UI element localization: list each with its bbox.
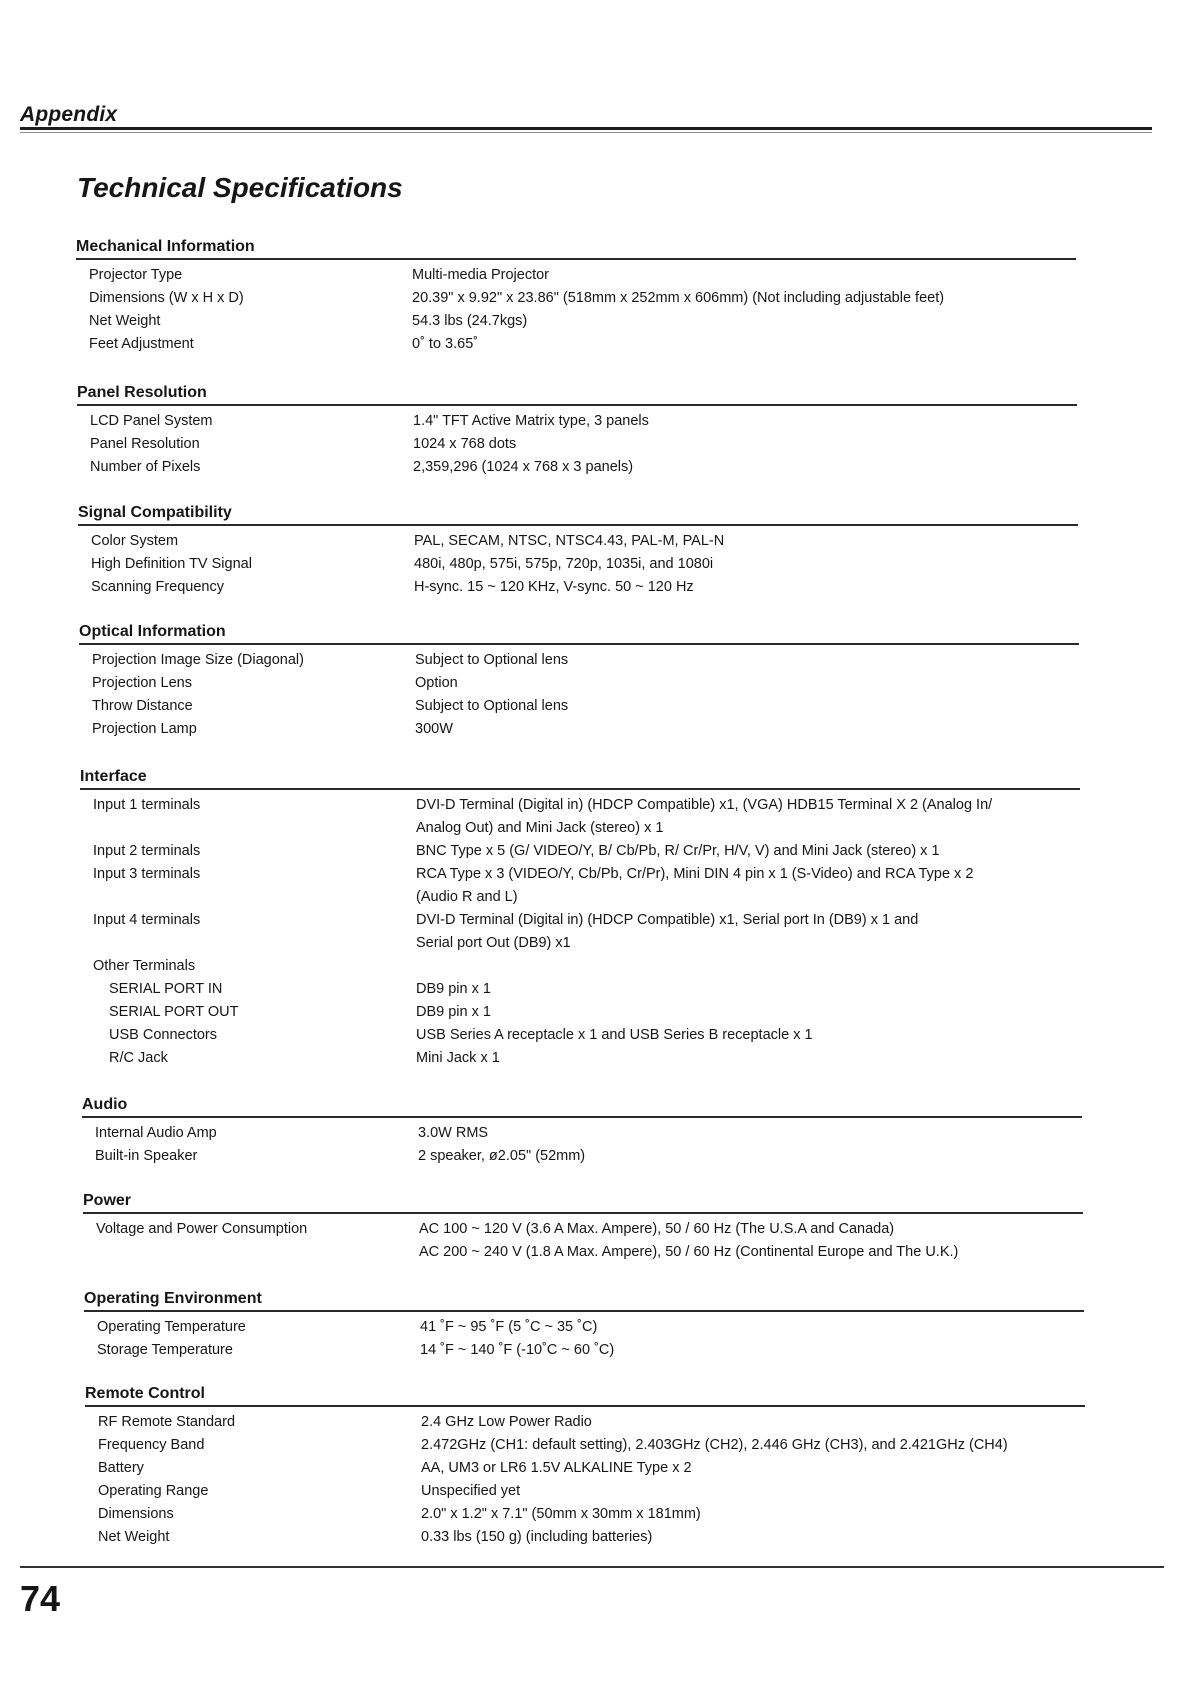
spec-row — [79, 695, 1079, 718]
section-panel-resolution — [77, 382, 1077, 479]
spec-row — [80, 1024, 1080, 1047]
spec-label: USB Connectors — [109, 1027, 217, 1043]
spec-value: DB9 pin x 1 — [416, 1004, 491, 1020]
spec-value: Option — [415, 675, 458, 691]
spec-value: 1024 x 768 dots — [413, 436, 517, 452]
spec-value — [416, 955, 1080, 978]
section-heading: Panel Resolution — [77, 384, 207, 401]
section-heading: Optical Information — [79, 623, 226, 640]
spec-row — [85, 1480, 1085, 1503]
spec-label: Projection Lens — [92, 675, 192, 691]
spec-label: Dimensions (W x H x D) — [89, 290, 244, 306]
appendix-header: Appendix — [20, 103, 118, 126]
section-rule — [82, 1116, 1082, 1118]
spec-value: 3.0W RMS — [418, 1125, 489, 1141]
spec-value: 2.4 GHz Low Power Radio — [421, 1414, 592, 1430]
spec-value: AA, UM3 or LR6 1.5V ALKALINE Type x 2 — [421, 1460, 692, 1476]
spec-row — [76, 310, 1076, 333]
spec-value: DVI-D Terminal (Digital in) (HDCP Compatible) x1, Serial port In (DB9) x 1 and Serial port Out (DB9) x1 — [416, 912, 919, 951]
section-heading: Audio — [82, 1096, 128, 1113]
spec-row — [80, 794, 1080, 840]
spec-value: Subject to Optional lens — [415, 652, 569, 668]
section-heading: Interface — [80, 768, 147, 785]
spec-value: 2 speaker, ø2.05" (52mm) — [418, 1148, 586, 1164]
spec-row — [78, 553, 1078, 576]
spec-row — [80, 1001, 1080, 1024]
spec-row — [79, 649, 1079, 672]
section-rule — [84, 1310, 1084, 1312]
spec-row — [85, 1411, 1085, 1434]
spec-label: High Definition TV Signal — [91, 556, 252, 572]
spec-row — [77, 456, 1077, 479]
spec-value: USB Series A receptacle x 1 and USB Series B receptacle x 1 — [416, 1027, 813, 1043]
spec-label: SERIAL PORT OUT — [109, 1004, 239, 1020]
spec-row — [77, 433, 1077, 456]
spec-row — [84, 1316, 1084, 1339]
spec-value: 1.4" TFT Active Matrix type, 3 panels — [413, 413, 649, 429]
spec-label: LCD Panel System — [90, 413, 213, 429]
section-rule — [85, 1405, 1085, 1407]
spec-label: Net Weight — [89, 313, 161, 329]
spec-value: 14 ˚F ~ 140 ˚F (-10˚C ~ 60 ˚C) — [420, 1342, 615, 1358]
spec-row — [85, 1503, 1085, 1526]
spec-value: Multi-media Projector — [412, 267, 549, 283]
spec-value: 0.33 lbs (150 g) (including batteries) — [421, 1529, 653, 1545]
spec-label: Internal Audio Amp — [95, 1125, 217, 1141]
page-number: 74 — [20, 1578, 61, 1619]
header-rule — [20, 127, 1152, 130]
section-heading: Operating Environment — [84, 1290, 262, 1307]
spec-row — [78, 576, 1078, 599]
section-signal-compatibility — [78, 502, 1078, 599]
spec-row — [85, 1457, 1085, 1480]
section-heading: Power — [83, 1192, 132, 1209]
spec-label: Operating Temperature — [97, 1319, 246, 1335]
spec-value: PAL, SECAM, NTSC, NTSC4.43, PAL-M, PAL-N — [414, 533, 725, 549]
spec-label: Battery — [98, 1460, 144, 1476]
section-rule — [79, 643, 1079, 645]
spec-value: 2.0" x 1.2" x 7.1" (50mm x 30mm x 181mm) — [421, 1506, 701, 1522]
spec-label: Built-in Speaker — [95, 1148, 198, 1164]
spec-label: Storage Temperature — [97, 1342, 233, 1358]
spec-row — [82, 1122, 1082, 1145]
spec-value: Unspecified yet — [421, 1483, 521, 1499]
spec-value: 20.39" x 9.92" x 23.86" (518mm x 252mm x 606mm) (Not including adjustable feet) — [412, 290, 945, 306]
section-remote-control — [85, 1383, 1085, 1549]
spec-value: 41 ˚F ~ 95 ˚F (5 ˚C ~ 35 ˚C) — [420, 1319, 598, 1335]
spec-label: Scanning Frequency — [91, 579, 224, 595]
section-interface — [80, 766, 1080, 1070]
spec-label: Frequency Band — [98, 1437, 205, 1453]
spec-value: 2,359,296 (1024 x 768 x 3 panels) — [413, 459, 634, 475]
spec-row — [80, 863, 1080, 909]
section-audio — [82, 1094, 1082, 1168]
spec-row — [79, 672, 1079, 695]
section-rule — [77, 404, 1077, 406]
spec-value: 480i, 480p, 575i, 575p, 720p, 1035i, and 1080i — [414, 556, 714, 572]
spec-value: 54.3 lbs (24.7kgs) — [412, 313, 528, 329]
spec-value: DVI-D Terminal (Digital in) (HDCP Compatible) x1, (VGA) HDB15 Terminal X 2 (Analog In/ Analog Out) and Mini Jack (stereo) x 1 — [416, 797, 993, 836]
section-power — [83, 1190, 1083, 1264]
spec-label: RF Remote Standard — [98, 1414, 236, 1430]
spec-value: AC 100 ~ 120 V (3.6 A Max. Ampere), 50 / 60 Hz (The U.S.A and Canada) AC 200 ~ 240 V (1.8 A Max. Ampere), 50 / 60 Hz (Continental Europe and The U.K.) — [419, 1221, 959, 1260]
section-operating-environment — [84, 1288, 1084, 1362]
spec-row — [79, 718, 1079, 741]
spec-label: Operating Range — [98, 1483, 209, 1499]
spec-value: Subject to Optional lens — [415, 698, 569, 714]
spec-row — [82, 1145, 1082, 1168]
spec-row — [78, 530, 1078, 553]
spec-row — [80, 955, 1080, 978]
spec-label: Dimensions — [98, 1506, 174, 1522]
spec-label: Feet Adjustment — [89, 336, 194, 352]
spec-label: Input 1 terminals — [93, 797, 201, 813]
section-rule — [78, 524, 1078, 526]
spec-label: Color System — [91, 533, 179, 549]
spec-value: H-sync. 15 ~ 120 KHz, V-sync. 50 ~ 120 Hz — [414, 579, 694, 595]
section-rule — [76, 258, 1076, 260]
spec-row — [77, 410, 1077, 433]
spec-label: Input 2 terminals — [93, 843, 201, 859]
spec-label: Number of Pixels — [90, 459, 201, 475]
section-rule — [80, 788, 1080, 790]
spec-label: R/C Jack — [109, 1050, 168, 1066]
spec-label: Projection Image Size (Diagonal) — [92, 652, 304, 668]
section-heading: Remote Control — [85, 1385, 205, 1402]
section-rule — [83, 1212, 1083, 1214]
spec-row — [80, 909, 1080, 955]
spec-label: SERIAL PORT IN — [109, 981, 223, 997]
section-optical-information — [79, 621, 1079, 741]
spec-row — [76, 264, 1076, 287]
footer-rule — [20, 1566, 1164, 1568]
section-heading: Mechanical Information — [76, 238, 255, 255]
spec-row — [85, 1526, 1085, 1549]
spec-label: Net Weight — [98, 1529, 170, 1545]
header-rule-thin — [20, 132, 1152, 133]
spec-row — [76, 333, 1076, 356]
spec-row — [80, 840, 1080, 863]
spec-row — [85, 1434, 1085, 1457]
page-title: Technical Specifications — [77, 172, 403, 203]
spec-label: Input 4 terminals — [93, 912, 201, 928]
spec-label: Projection Lamp — [92, 721, 197, 737]
spec-label: Throw Distance — [92, 698, 193, 714]
spec-label: Panel Resolution — [90, 436, 200, 452]
spec-value: 300W — [415, 721, 453, 737]
section-heading: Signal Compatibility — [78, 504, 232, 521]
spec-label: Projector Type — [89, 267, 183, 283]
spec-value: Mini Jack x 1 — [416, 1050, 500, 1066]
spec-value: 0˚ to 3.65˚ — [412, 336, 479, 352]
spec-row — [84, 1339, 1084, 1362]
spec-value: RCA Type x 3 (VIDEO/Y, Cb/Pb, Cr/Pr), Mini DIN 4 pin x 1 (S-Video) and RCA Type x 2 (Audio R and L) — [416, 866, 974, 905]
spec-value: 2.472GHz (CH1: default setting), 2.403GHz (CH2), 2.446 GHz (CH3), and 2.421GHz (CH4) — [421, 1437, 1008, 1453]
spec-value: BNC Type x 5 (G/ VIDEO/Y, B/ Cb/Pb, R/ Cr/Pr, H/V, V) and Mini Jack (stereo) x 1 — [416, 843, 940, 859]
section-mechanical-information — [76, 236, 1076, 356]
spec-label: Input 3 terminals — [93, 866, 201, 882]
spec-row — [76, 287, 1076, 310]
spec-row — [83, 1218, 1083, 1264]
spec-row — [80, 1047, 1080, 1070]
spec-label: Voltage and Power Consumption — [96, 1221, 308, 1237]
spec-value: DB9 pin x 1 — [416, 981, 491, 997]
spec-row — [80, 978, 1080, 1001]
spec-label: Other Terminals — [93, 958, 196, 974]
